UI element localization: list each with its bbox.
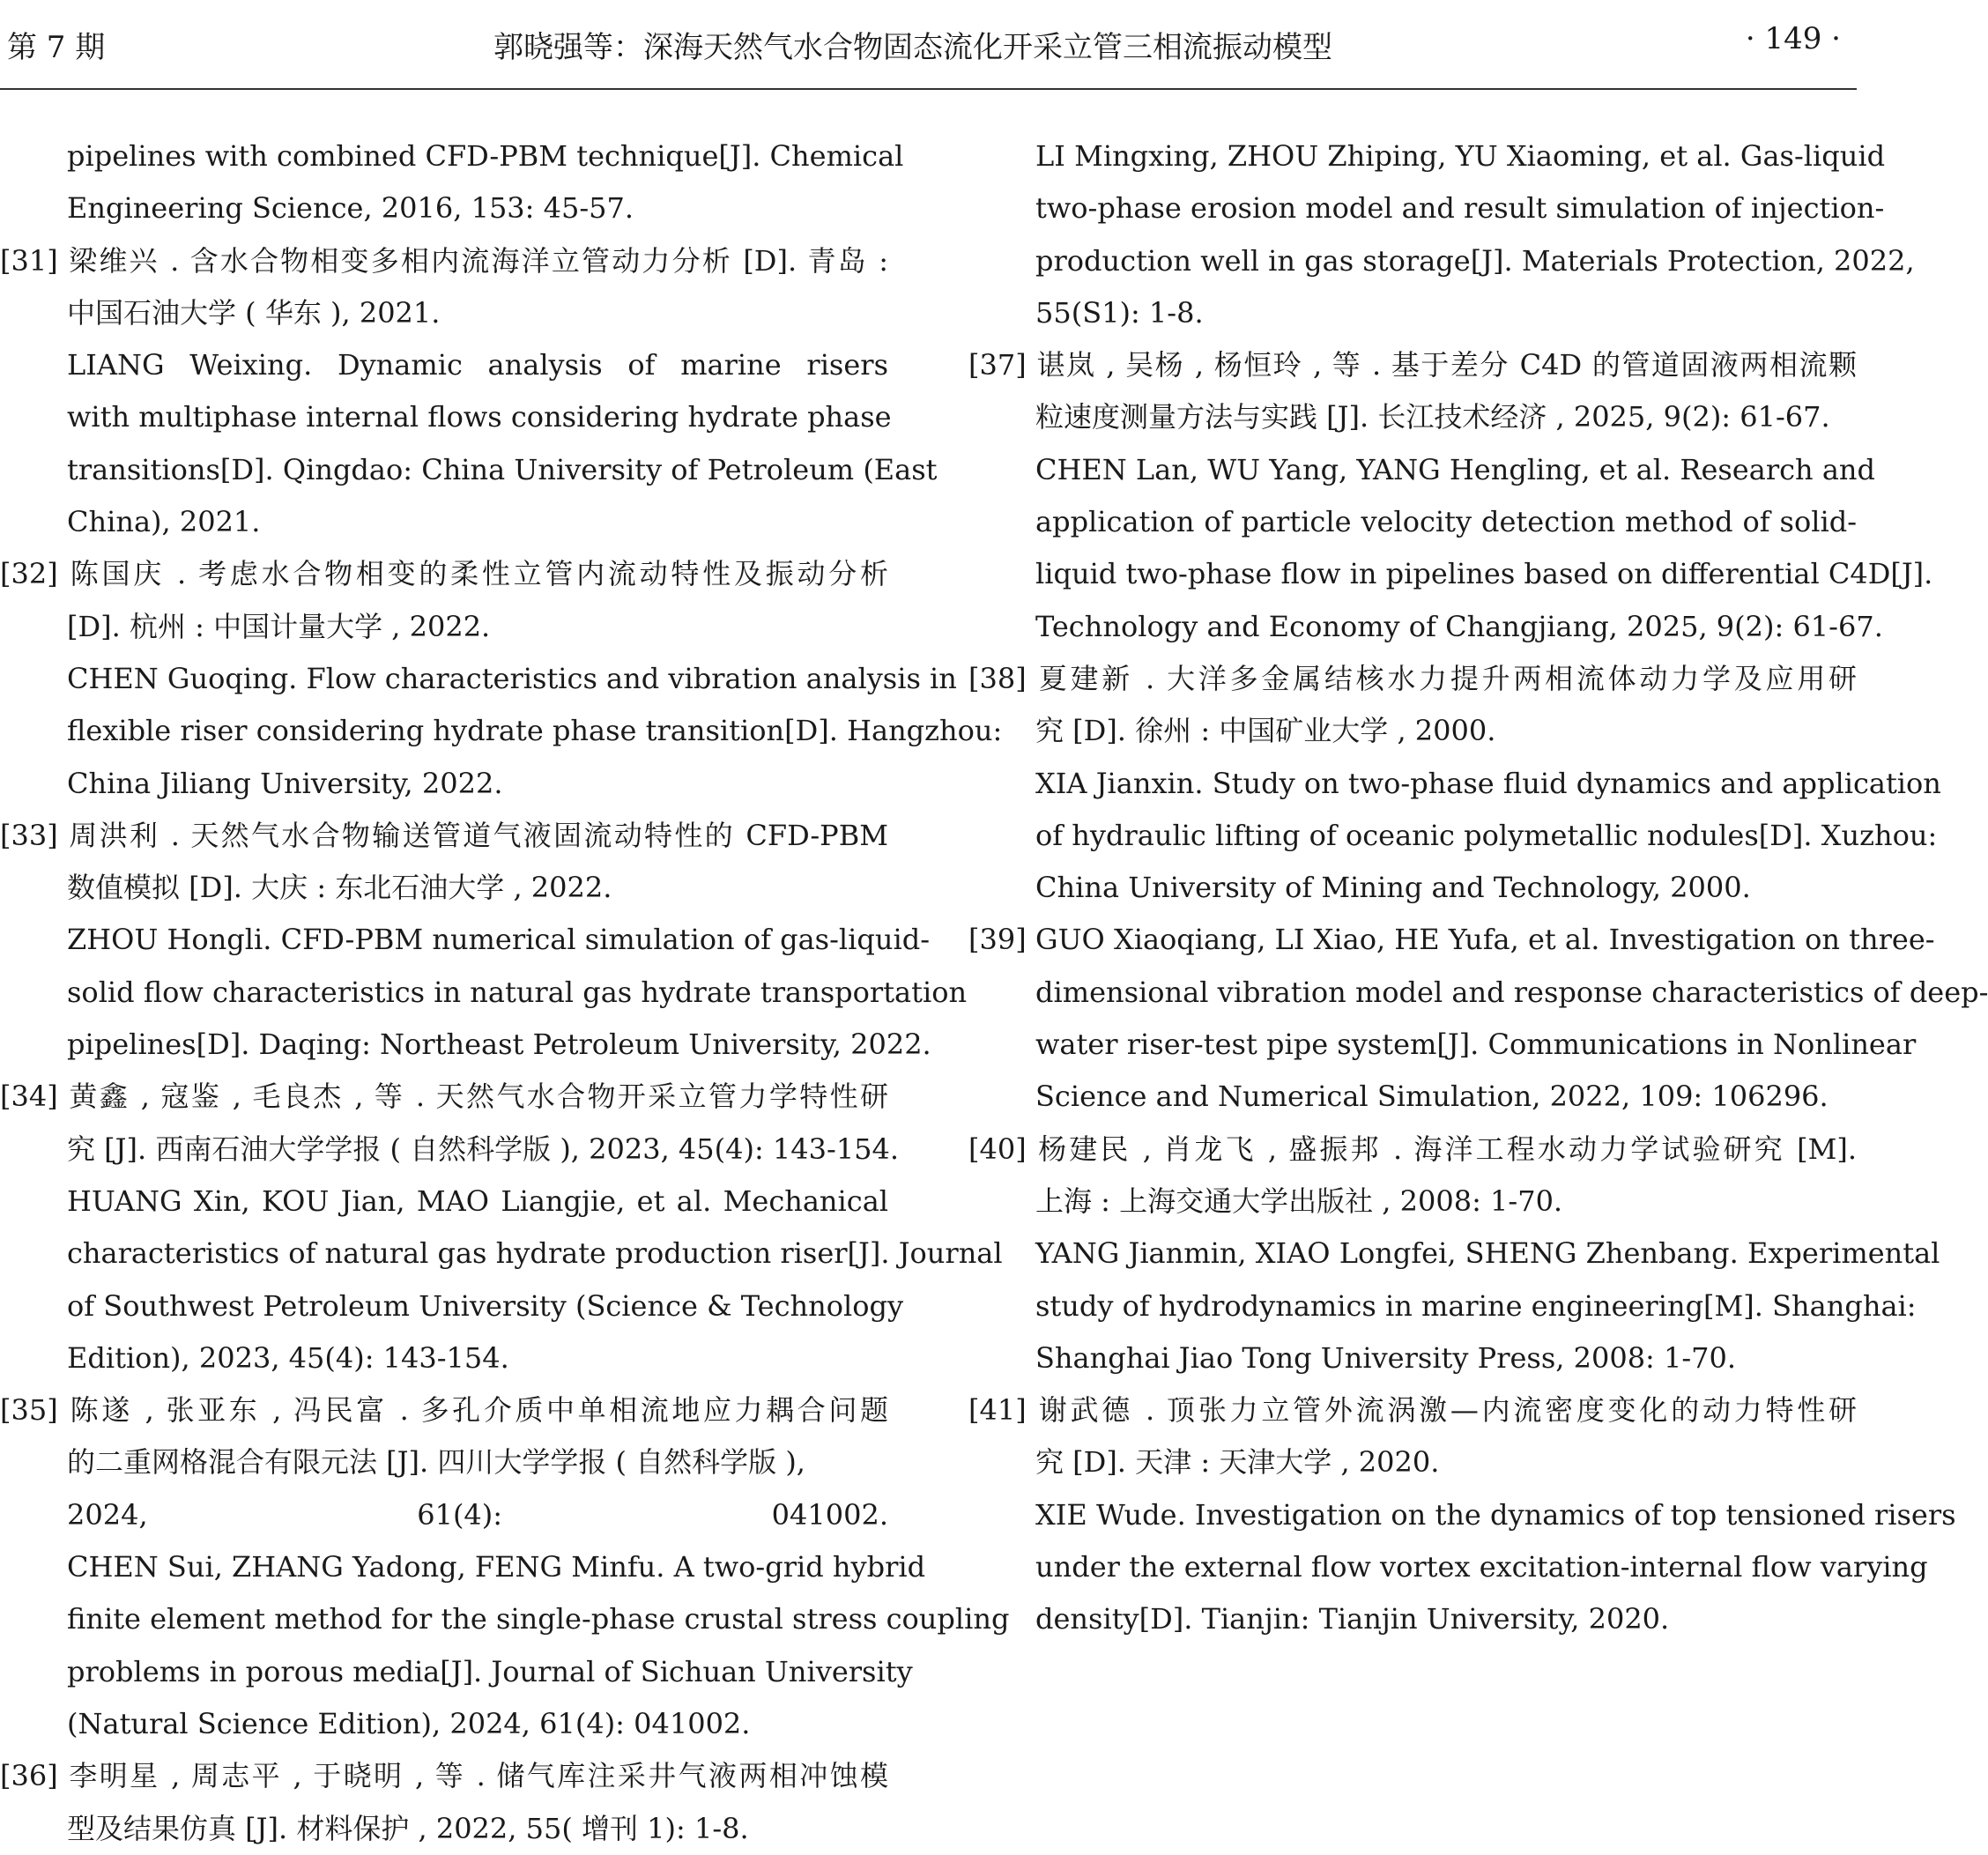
reference-line: under the external flow vortex excitation-internal flow varying xyxy=(1035,1550,1928,1584)
reference-line: 谢武德 . 顶张力立管外流涡激—内流密度变化的动力特性研 xyxy=(1035,1393,1857,1428)
reference-line: Edition), 2023, 45(4): 143-154. xyxy=(67,1340,509,1375)
reference-line: 夏建新 . 大洋多金属结核水力提升两相流体动力学及应用研 xyxy=(1035,661,1857,695)
page-header xyxy=(0,0,1857,90)
reference-entry xyxy=(968,130,1915,339)
right-column xyxy=(968,130,1988,1646)
reference-line: two-phase erosion model and result simulation of injection- xyxy=(1035,191,1885,226)
reference-line: XIA Jianxin. Study on two-phase fluid dynamics and application xyxy=(1035,766,1941,800)
reference-number: [33] xyxy=(0,818,58,852)
reference-entry xyxy=(0,810,968,1071)
reference-number: [35] xyxy=(0,1393,58,1428)
reference-line: China Jiliang University, 2022. xyxy=(67,766,503,800)
reference-line: XIE Wude. Investigation on the dynamics of top tensioned risers xyxy=(1035,1497,1956,1532)
reference-line: Science and Numerical Simulation, 2022, 109: 106296. xyxy=(1035,1080,1829,1114)
reference-line: pipelines with combined CFD-PBM technique[J]. Chemical xyxy=(67,139,904,173)
reference-line: China), 2021. xyxy=(67,505,261,539)
reference-number: [41] xyxy=(968,1393,1027,1428)
reference-entry xyxy=(968,914,1988,1123)
reference-line: Engineering Science, 2016, 153: 45-57. xyxy=(67,191,634,226)
issue-number: 第 7 期 xyxy=(7,30,106,65)
reference-line: 究 [D]. 徐州 : 中国矿业大学 , 2000. xyxy=(1035,714,1496,748)
reference-line: of hydraulic lifting of oceanic polymetallic nodules[D]. Xuzhou: xyxy=(1035,818,1938,852)
reference-line: application of particle velocity detection method of solid- xyxy=(1035,505,1857,539)
reference-line: 黄鑫 , 寇鉴 , 毛良杰 , 等 . 天然气水合物开采立管力学特性研 xyxy=(67,1080,888,1114)
reference-line: 陈国庆 . 考虑水合物相变的柔性立管内流动特性及振动分析 xyxy=(67,557,888,591)
reference-entry xyxy=(0,1384,1010,1750)
reference-entry xyxy=(0,1750,888,1855)
reference-line: transitions[D]. Qingdao: China University of Petroleum (East xyxy=(67,452,938,486)
reference-line: solid flow characteristics in natural gas hydrate transportation xyxy=(67,975,968,1009)
reference-number: [38] xyxy=(968,661,1027,695)
reference-line: YANG Jianmin, XIAO Longfei, SHENG Zhenbang. Experimental xyxy=(1035,1236,1940,1271)
reference-line: 究 [J]. 西南石油大学学报 ( 自然科学版 ), 2023, 45(4): 143-154. xyxy=(67,1132,900,1166)
reference-number: [40] xyxy=(968,1132,1027,1166)
reference-line: pipelines[D]. Daqing: Northeast Petroleum University, 2022. xyxy=(67,1028,931,1062)
reference-line: HUANG Xin, KOU Jian, MAO Liangjie, et al. Mechanical xyxy=(67,1183,888,1218)
reference-line: 李明星 , 周志平 , 于晓明 , 等 . 储气库注采井气液两相冲蚀模 xyxy=(67,1759,888,1793)
running-title: 郭晓强等：深海天然气水合物固态流化开采立管三相流振动模型 xyxy=(493,30,1332,65)
reference-line: (Natural Science Edition), 2024, 61(4): 041002. xyxy=(67,1706,751,1740)
reference-line: 上海 : 上海交通大学出版社 , 2008: 1-70. xyxy=(1035,1183,1563,1218)
reference-line: 数值模拟 [D]. 大庆 : 东北石油大学 , 2022. xyxy=(67,871,612,905)
reference-entry xyxy=(968,339,1933,653)
reference-line: Shanghai Jiao Tong University Press, 2008: 1-70. xyxy=(1035,1340,1737,1375)
reference-line: 粒速度测量方法与实践 [J]. 长江技术经济 , 2025, 9(2): 61-67. xyxy=(1035,400,1830,434)
reference-number: [39] xyxy=(968,923,1027,957)
reference-line: finite element method for the single-phase crustal stress coupling xyxy=(67,1602,1010,1636)
reference-entry xyxy=(968,1124,1940,1384)
page-number: · 149 · xyxy=(1745,21,1841,56)
reference-entry xyxy=(968,1384,1956,1645)
reference-line: liquid two-phase flow in pipelines based on differential C4D[J]. xyxy=(1035,557,1933,591)
reference-line: density[D]. Tianjin: Tianjin University, 2020. xyxy=(1035,1602,1670,1636)
reference-line: 究 [D]. 天津 : 天津大学 , 2020. xyxy=(1035,1445,1440,1480)
reference-line: water riser-test pipe system[J]. Communications in Nonlinear xyxy=(1035,1028,1917,1062)
reference-line: 梁维兴 . 含水合物相变多相内流海洋立管动力分析 [D]. 青岛 : xyxy=(67,243,888,278)
reference-line: 的二重网格混合有限元法 [J]. 四川大学学报 ( 自然科学版 ), xyxy=(67,1445,805,1480)
reference-line: 55(S1): 1-8. xyxy=(1035,295,1204,330)
reference-line: with multiphase internal flows considering hydrate phase xyxy=(67,400,892,434)
reference-line: 杨建民 , 肖龙飞 , 盛振邦 . 海洋工程水动力学试验研究 [M]. xyxy=(1035,1132,1857,1166)
reference-line: ZHOU Hongli. CFD-PBM numerical simulation of gas-liquid- xyxy=(67,923,930,957)
reference-line: 陈遂 , 张亚东 , 冯民富 . 多孔介质中单相流地应力耦合问题 xyxy=(67,1393,888,1428)
reference-number: [34] xyxy=(0,1080,58,1114)
reference-entry xyxy=(0,235,938,549)
reference-line: 2024, 61(4): 041002. xyxy=(67,1497,888,1532)
reference-line: GUO Xiaoqiang, LI Xiao, HE Yufa, et al. Investigation on three- xyxy=(1035,923,1935,957)
reference-line: dimensional vibration model and response characteristics of deep- xyxy=(1035,975,1988,1009)
reference-number: [37] xyxy=(968,348,1027,382)
reference-line: 谌岚 , 吴杨 , 杨恒玲 , 等 . 基于差分 C4D 的管道固液两相流颗 xyxy=(1035,348,1857,382)
reference-line: of Southwest Petroleum University (Science & Technology xyxy=(67,1288,904,1323)
reference-line: production well in gas storage[J]. Materials Protection, 2022, xyxy=(1035,243,1915,278)
reference-entry xyxy=(968,653,1941,914)
reference-line: CHEN Sui, ZHANG Yadong, FENG Minfu. A two-grid hybrid xyxy=(67,1550,926,1584)
reference-line: LIANG Weixing. Dynamic analysis of marine risers xyxy=(67,348,888,382)
reference-line: 型及结果仿真 [J]. 材料保护 , 2022, 55( 增刊 1): 1-8. xyxy=(67,1811,749,1845)
reference-line: China University of Mining and Technology, 2000. xyxy=(1035,871,1751,905)
reference-line: LI Mingxing, ZHOU Zhiping, YU Xiaoming, et al. Gas-liquid xyxy=(1035,139,1886,173)
reference-line: 周洪利 . 天然气水合物输送管道气液固流动特性的 CFD-PBM xyxy=(67,818,888,852)
reference-line: 中国石油大学 ( 华东 ), 2021. xyxy=(67,295,441,330)
reference-line: CHEN Lan, WU Yang, YANG Hengling, et al. Research and xyxy=(1035,452,1875,486)
reference-number: [32] xyxy=(0,557,58,591)
reference-line: study of hydrodynamics in marine engineering[M]. Shanghai: xyxy=(1035,1288,1917,1323)
reference-line: [D]. 杭州 : 中国计量大学 , 2022. xyxy=(67,609,491,643)
reference-line: CHEN Guoqing. Flow characteristics and vibration analysis in xyxy=(67,661,957,695)
reference-line: problems in porous media[J]. Journal of Sichuan University xyxy=(67,1654,913,1688)
reference-line: Technology and Economy of Changjiang, 2025, 9(2): 61-67. xyxy=(1035,609,1883,643)
reference-number: [31] xyxy=(0,243,58,278)
reference-entry xyxy=(0,130,904,235)
reference-number: [36] xyxy=(0,1759,58,1793)
reference-line: flexible riser considering hydrate phase transition[D]. Hangzhou: xyxy=(67,714,1003,748)
reference-line: characteristics of natural gas hydrate production riser[J]. Journal xyxy=(67,1236,1003,1271)
